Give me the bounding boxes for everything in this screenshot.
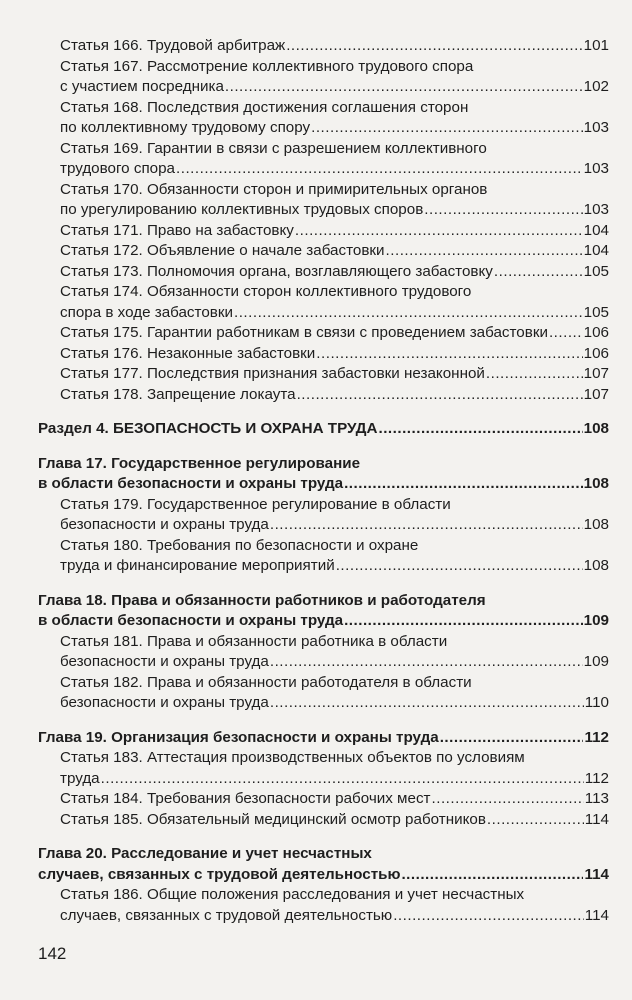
toc-entry-text: с участием посредника (60, 78, 224, 95)
toc-page-number: 105 (583, 262, 609, 280)
toc-article-entry[interactable] (38, 385, 609, 406)
toc-entry-text: Статья 180. Требования по безопасности и охране (60, 536, 419, 554)
toc-entry-text: Статья 178. Запрещение локаута (60, 385, 296, 403)
toc-leader-row (60, 906, 609, 927)
toc-chapter-entry[interactable] (38, 728, 609, 749)
toc-page-number: 106 (583, 324, 609, 341)
dot-leader (234, 303, 583, 324)
toc-article-entry[interactable] (38, 57, 609, 98)
toc-chapter-entry[interactable] (38, 454, 609, 495)
toc-entry-text: в области безопасности и охраны труда (38, 475, 344, 492)
toc-entry-text: безопасности и охраны труда (60, 653, 269, 670)
toc-entry-text: Статья 166. Трудовой арбитраж (60, 37, 286, 54)
dot-leader (297, 385, 583, 406)
section-4-heading (38, 419, 609, 440)
toc-entry-text: Глава 18. Права и обязанности работников и работодателя (38, 591, 486, 609)
toc-leader-row (60, 118, 609, 139)
toc-leader-row (60, 77, 609, 98)
toc-entry-text: Раздел 4. БЕЗОПАСНОСТЬ И ОХРАНА ТРУДА (38, 420, 378, 437)
toc-leader-row (60, 200, 609, 221)
toc-article-entry[interactable] (38, 139, 609, 180)
toc-page-number: 105 (583, 303, 609, 321)
toc-page-number: 101 (583, 37, 609, 54)
dot-leader (295, 221, 583, 242)
toc-leader-row (60, 652, 609, 673)
dot-leader (344, 611, 583, 632)
toc-leader-row (60, 769, 609, 790)
toc-chapter-entry[interactable] (38, 844, 609, 885)
dot-leader (316, 344, 582, 365)
toc-article-entry[interactable] (38, 282, 609, 323)
toc-page-number: 103 (583, 201, 609, 218)
toc-page-number: 113 (584, 790, 609, 807)
toc-leader-row (60, 385, 609, 406)
chapter-17-heading (38, 454, 609, 495)
toc-page-number: 103 (583, 160, 609, 177)
dot-leader (344, 474, 583, 495)
dot-leader (225, 77, 583, 98)
toc-page-number: 109 (583, 653, 609, 670)
toc-page-number: 108 (583, 516, 609, 533)
toc-article-entry[interactable] (38, 810, 609, 831)
toc-page-number: 108 (583, 420, 609, 437)
toc-article-entry[interactable] (38, 748, 609, 789)
toc-leader-row (38, 611, 609, 632)
toc-article-entry[interactable] (38, 632, 609, 673)
table-of-contents (38, 36, 609, 926)
articles-group-chapter-20 (38, 885, 609, 926)
toc-article-entry[interactable] (38, 221, 609, 242)
toc-entry-text: случаев, связанных с трудовой деятельностью (60, 906, 393, 924)
toc-entry-text: в области безопасности и охраны труда (38, 612, 344, 629)
dot-leader (494, 262, 583, 283)
toc-page-number: 110 (584, 694, 609, 711)
toc-leader-row (60, 241, 609, 262)
toc-leader-row (60, 159, 609, 180)
toc-entry-text: Глава 17. Государственное регулирование (38, 454, 361, 472)
toc-entry-text: Статья 177. Последствия признания забастовки незаконной (60, 365, 485, 382)
toc-entry-text: Статья 181. Права и обязанности работника в области (60, 632, 448, 650)
toc-article-entry[interactable] (38, 241, 609, 262)
toc-article-entry[interactable] (38, 673, 609, 714)
toc-entry-text: случаев, связанных с трудовой деятельностью (38, 865, 401, 883)
toc-leader-row (60, 344, 609, 365)
toc-entry-text: Статья 186. Общие положения расследования и учет несчастных (60, 886, 525, 903)
toc-article-entry[interactable] (38, 262, 609, 283)
dot-leader (176, 159, 583, 180)
toc-article-entry[interactable] (38, 180, 609, 221)
dot-leader (401, 865, 583, 886)
toc-leader-row (60, 364, 609, 385)
dot-leader (270, 693, 584, 714)
toc-article-entry[interactable] (38, 495, 609, 536)
dot-leader (270, 515, 583, 536)
toc-article-entry[interactable] (38, 885, 609, 926)
toc-page-number: 103 (583, 119, 609, 136)
toc-article-entry[interactable] (38, 36, 609, 57)
dot-leader (386, 241, 583, 262)
toc-leader-row (60, 221, 609, 242)
toc-entry-text: Статья 173. Полномочия органа, возглавляющего забастовку (60, 262, 493, 280)
toc-entry-text: спора в ходе забастовки (60, 303, 233, 321)
toc-leader-row (60, 36, 609, 57)
toc-article-entry[interactable] (38, 344, 609, 365)
toc-entry-text: Статья 175. Гарантии работникам в связи с проведением забастовки (60, 324, 548, 341)
toc-page-number: 107 (583, 365, 609, 382)
toc-article-entry[interactable] (38, 536, 609, 577)
toc-page-number: 106 (583, 344, 609, 362)
dot-leader (549, 323, 583, 344)
toc-page-number: 104 (583, 221, 609, 239)
toc-page-number: 104 (583, 242, 609, 259)
toc-article-entry[interactable] (38, 98, 609, 139)
toc-article-entry[interactable] (38, 789, 609, 810)
dot-leader (424, 200, 582, 221)
toc-page-number: 112 (584, 728, 609, 746)
dot-leader (487, 810, 584, 831)
dot-leader (101, 769, 584, 790)
toc-leader-row (60, 789, 609, 810)
toc-entry-text: Статья 183. Аттестация производственных объектов по условиям (60, 749, 525, 766)
toc-entry-text: по урегулированию коллективных трудовых споров (60, 201, 424, 218)
dot-leader (270, 652, 583, 673)
toc-leader-row (60, 810, 609, 831)
toc-page-number: 112 (584, 769, 609, 787)
dot-leader (286, 36, 582, 57)
toc-entry-text: безопасности и охраны труда (60, 516, 269, 533)
toc-entry-text: Статья 185. Обязательный медицинский осмотр работников (60, 810, 486, 828)
dot-leader (440, 728, 584, 749)
dot-leader (432, 789, 584, 810)
toc-page-number: 108 (583, 475, 609, 492)
toc-leader-row (60, 556, 609, 577)
toc-leader-row (60, 323, 609, 344)
toc-entry-text: Статья 171. Право на забастовку (60, 221, 294, 239)
toc-page-number: 107 (583, 385, 609, 403)
toc-page-number: 109 (583, 612, 609, 629)
toc-page-number: 108 (583, 557, 609, 574)
toc-page-number: 114 (584, 810, 609, 828)
toc-chapter-entry[interactable] (38, 591, 609, 632)
toc-leader-row (60, 262, 609, 283)
toc-section-entry[interactable] (38, 419, 609, 440)
toc-leader-row (38, 474, 609, 495)
toc-entry-text: Статья 168. Последствия достижения соглашения сторон (60, 98, 469, 116)
toc-entry-text: Статья 172. Объявление о начале забастовки (60, 242, 385, 259)
toc-leader-row (38, 728, 609, 749)
toc-entry-text: труда (60, 769, 100, 787)
toc-entry-text: Статья 174. Обязанности сторон коллективного трудового (60, 283, 472, 300)
toc-entry-text: Глава 19. Организация безопасности и охраны труда (38, 728, 439, 746)
dot-leader (378, 419, 582, 440)
chapter-18-heading (38, 591, 609, 632)
toc-entry-text: Статья 167. Рассмотрение коллективного трудового спора (60, 57, 474, 75)
articles-group-chapter-19 (38, 748, 609, 830)
toc-article-entry[interactable] (38, 364, 609, 385)
toc-page-number: 114 (584, 865, 609, 883)
dot-leader (311, 118, 583, 139)
toc-entry-text: Статья 169. Гарантии в связи с разрешением коллективного (60, 139, 487, 157)
toc-leader-row (38, 865, 609, 886)
toc-page-number: 114 (584, 906, 609, 924)
articles-group-chapter-18 (38, 632, 609, 714)
dot-leader (393, 906, 584, 927)
toc-entry-text: труда и финансирование мероприятий (60, 557, 335, 574)
dot-leader (486, 364, 583, 385)
articles-group-chapter-16 (38, 36, 609, 405)
toc-entry-text: по коллективному трудовому спору (60, 119, 311, 136)
toc-entry-text: Статья 184. Требования безопасности рабочих мест (60, 790, 431, 807)
toc-entry-text: Глава 20. Расследование и учет несчастных (38, 845, 372, 862)
toc-entry-text: Статья 176. Незаконные забастовки (60, 344, 316, 362)
toc-entry-text: безопасности и охраны труда (60, 694, 269, 711)
toc-page-number: 102 (583, 78, 609, 95)
page-number: 142 (38, 944, 67, 963)
toc-entry-text: Статья 182. Права и обязанности работодателя в области (60, 673, 472, 691)
dot-leader (336, 556, 583, 577)
articles-group-chapter-17 (38, 495, 609, 577)
toc-article-entry[interactable] (38, 323, 609, 344)
toc-entry-text: трудового спора (60, 160, 176, 177)
toc-entry-text: Статья 170. Обязанности сторон и примирительных органов (60, 180, 488, 198)
toc-leader-row (60, 693, 609, 714)
toc-leader-row (60, 515, 609, 536)
toc-leader-row (38, 419, 609, 440)
toc-leader-row (60, 303, 609, 324)
chapter-19-heading (38, 728, 609, 749)
chapter-20-heading (38, 844, 609, 885)
toc-entry-text: Статья 179. Государственное регулирование в области (60, 495, 451, 513)
